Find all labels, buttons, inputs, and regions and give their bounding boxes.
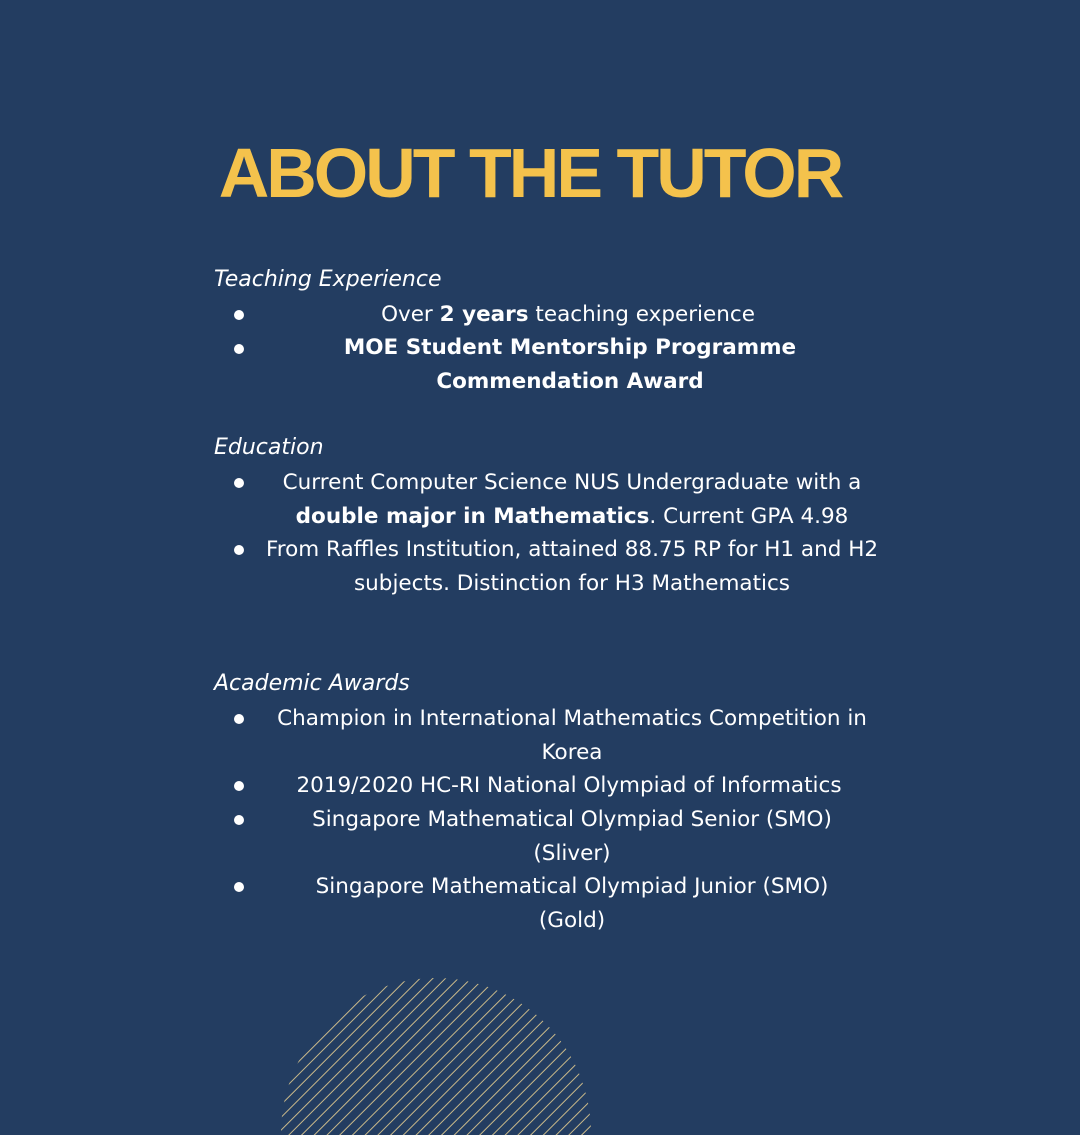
bullet-dot xyxy=(234,714,244,724)
bullet-dot xyxy=(234,882,244,892)
bullet-dot xyxy=(234,781,244,791)
education-heading: Education xyxy=(214,435,324,460)
striped-semicircle-icon xyxy=(270,975,610,1135)
award-item-smo-junior: Singapore Mathematical Olympiad Junior (SMO) (Gold) xyxy=(315,874,829,933)
education-item-nus: Current Computer Science NUS Undergraduate with a double major in Mathematics. Current GPA 4.98 xyxy=(282,470,862,529)
academic-awards-heading: Academic Awards xyxy=(214,671,410,696)
award-item-imc: Champion in International Mathematics Competition in Korea xyxy=(277,706,867,765)
award-item-noi: 2019/2020 HC-RI National Olympiad of Informatics xyxy=(296,773,842,798)
bullet-dot xyxy=(234,344,244,354)
bullet-dot xyxy=(234,478,244,488)
bullet-dot xyxy=(234,545,244,555)
bullet-dot xyxy=(234,815,244,825)
education-item-raffles: From Raffles Institution, attained 88.75 RP for H1 and H2 subjects. Distinction for H3 Mathematics xyxy=(265,537,879,596)
teaching-item-award: MOE Student Mentorship Programme Commendation Award xyxy=(343,335,797,394)
page-title: ABOUT THE TUTOR xyxy=(218,134,842,212)
award-item-smo-senior: Singapore Mathematical Olympiad Senior (SMO) (Sliver) xyxy=(312,807,832,866)
teaching-experience-heading: Teaching Experience xyxy=(214,267,442,292)
teaching-item-years: Over 2 years teaching experience xyxy=(381,302,755,327)
